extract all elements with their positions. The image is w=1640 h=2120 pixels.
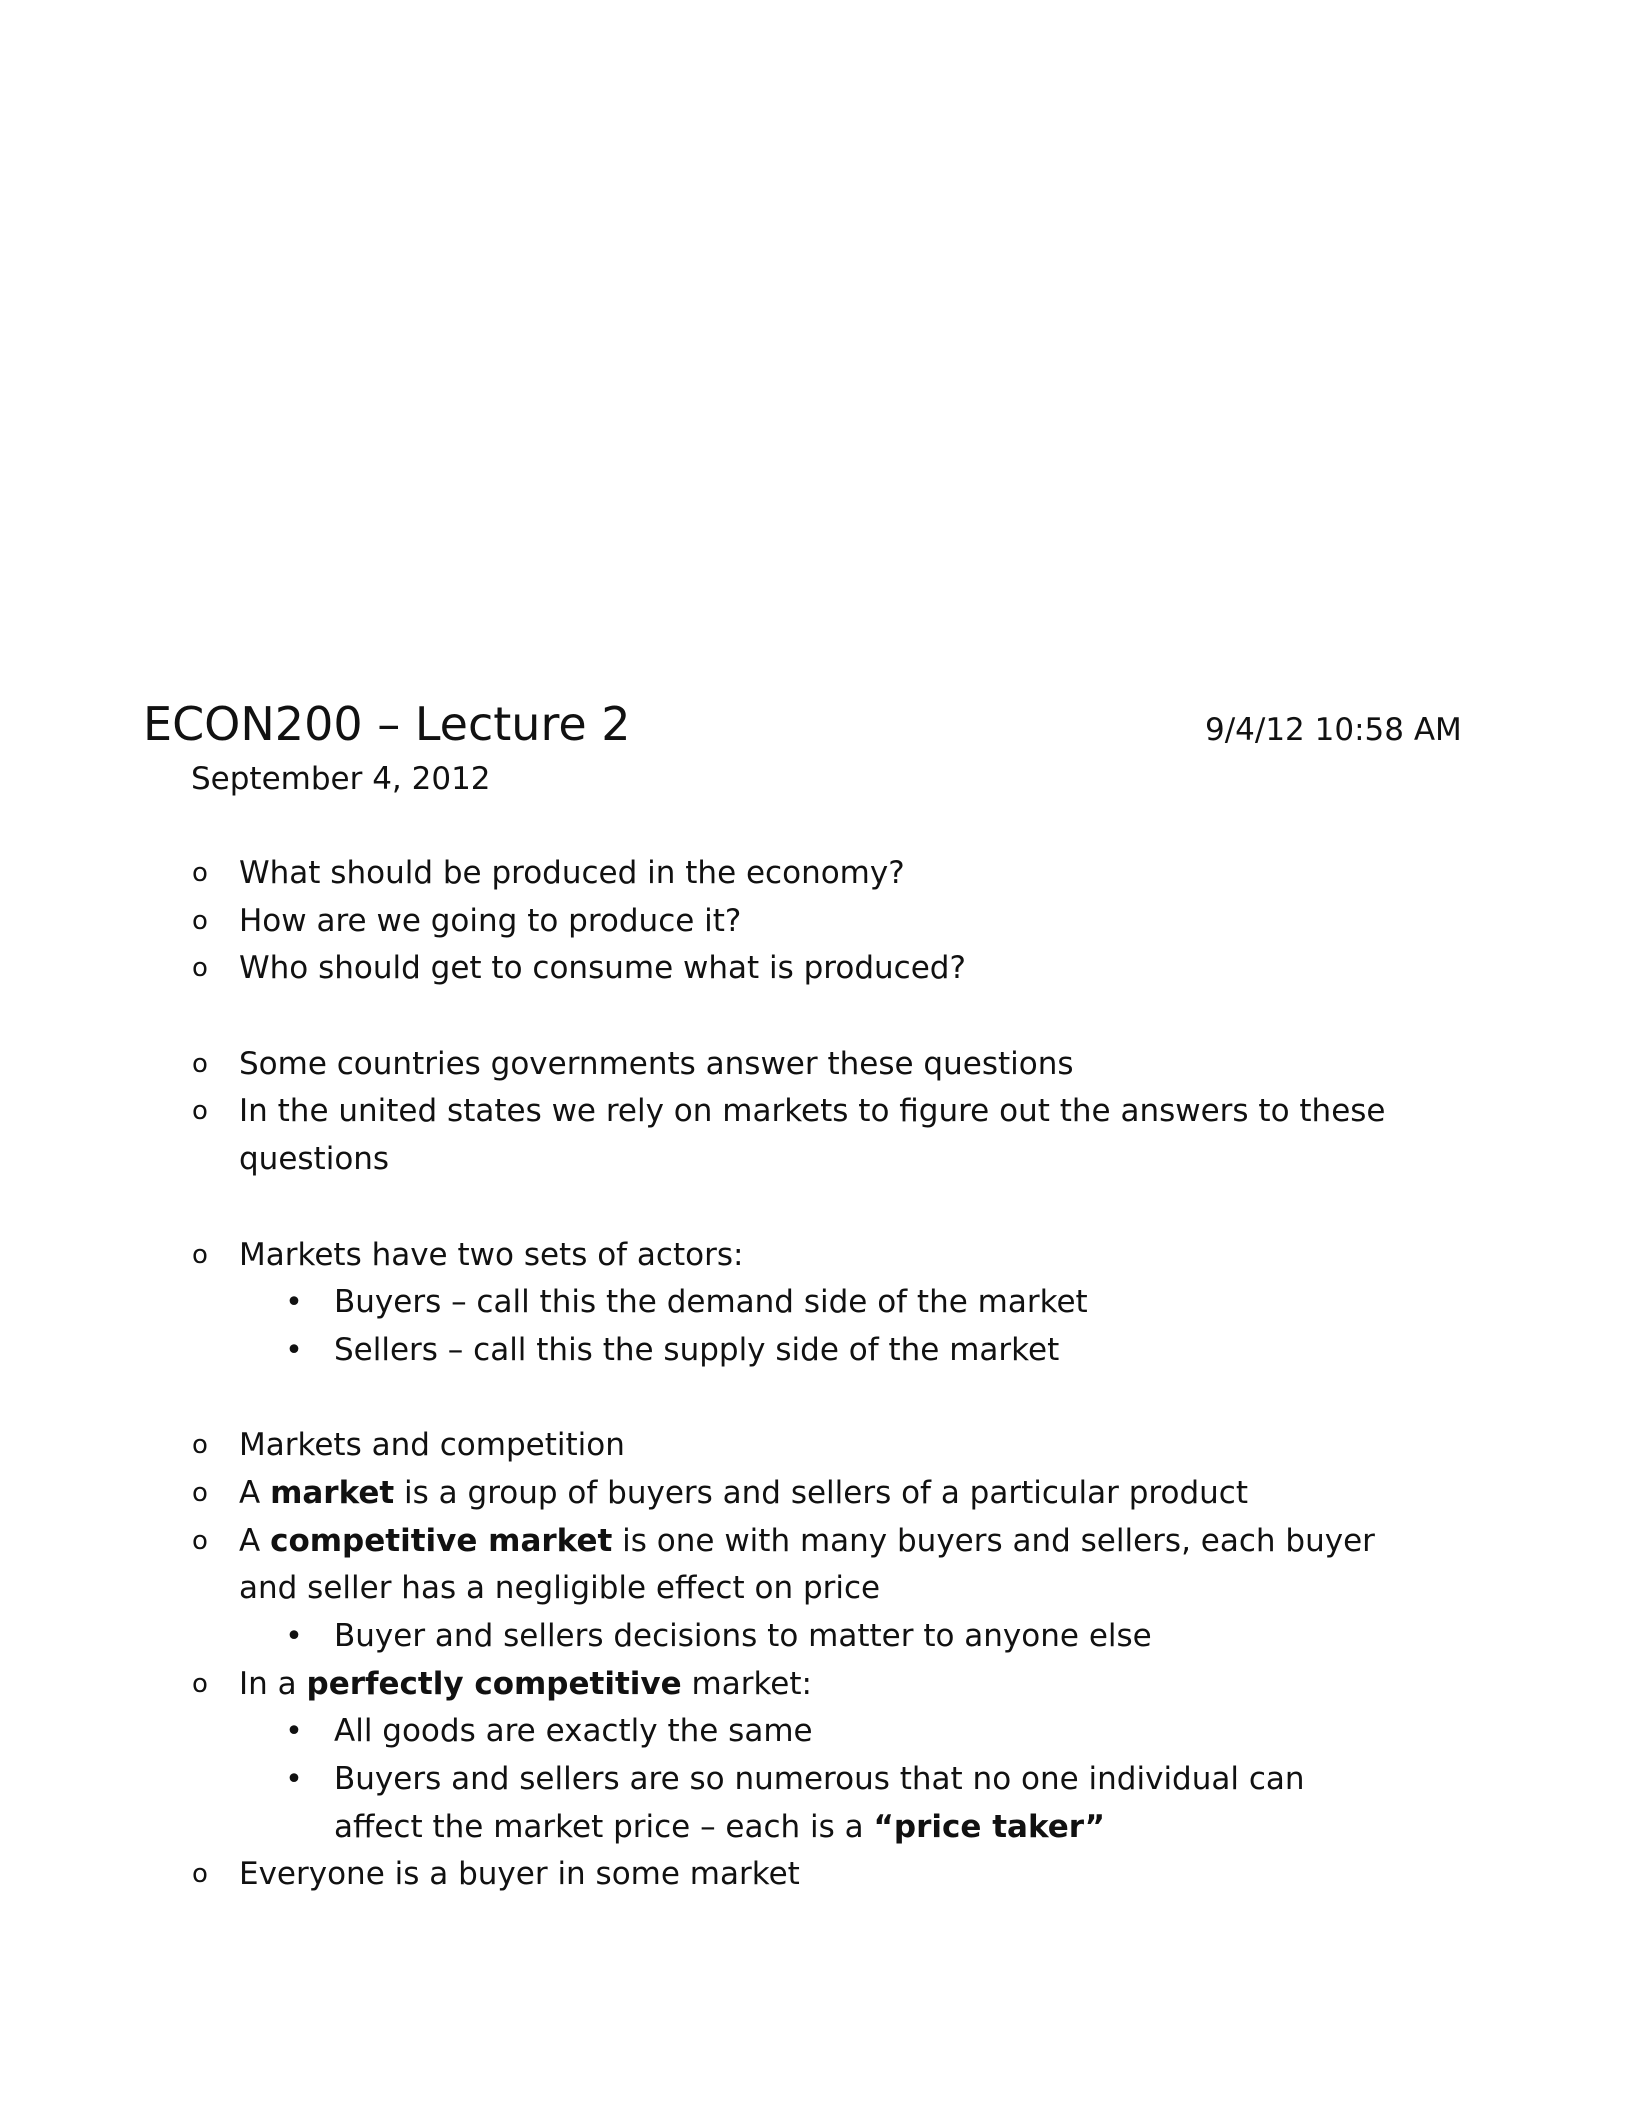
circle-bullet-icon: o	[192, 1239, 208, 1270]
dot-bullet-icon: •	[285, 1714, 303, 1750]
sub-list-item-text: Sellers – call this the supply side of the market	[334, 1331, 1060, 1368]
list-item-continuation	[0, 1565, 1640, 1613]
dot-bullet-icon: •	[285, 1285, 303, 1321]
list-item	[0, 945, 1640, 993]
list-item	[0, 1422, 1640, 1470]
circle-bullet-icon: o	[192, 1096, 208, 1127]
circle-bullet-icon: o	[192, 1859, 208, 1890]
list-item	[0, 1470, 1640, 1518]
circle-bullet-icon: o	[192, 1430, 208, 1461]
circle-bullet-icon: o	[192, 1048, 208, 1079]
list-item-text: How are we going to produce it?	[239, 902, 742, 939]
list-item-text: A competitive market is one with many buyers and sellers, each buyer	[239, 1522, 1375, 1559]
dot-bullet-icon: •	[285, 1332, 303, 1368]
sub-list-item-text: affect the market price – each is a “price taker”	[334, 1808, 1105, 1845]
sub-list-item-text: Buyers and sellers are so numerous that no one individual can	[334, 1761, 1305, 1798]
term-price-taker: “price taker”	[873, 1808, 1105, 1845]
sub-list-item-text: Buyer and sellers decisions to matter to anyone else	[334, 1618, 1152, 1654]
sub-list-item	[0, 1613, 1640, 1661]
circle-bullet-icon: o	[192, 1525, 208, 1556]
sub-list-item-text: Buyers – call this the demand side of the market	[334, 1284, 1088, 1321]
lecture-date: September 4, 2012	[191, 761, 491, 797]
list-item-text: and seller has a negligible effect on price	[239, 1570, 881, 1607]
circle-bullet-icon: o	[192, 905, 208, 936]
term-perfectly-competitive: perfectly competitive	[306, 1665, 682, 1702]
list-item-text: Markets have two sets of actors:	[239, 1236, 744, 1273]
list-item	[0, 1041, 1640, 1089]
list-item-text: In a perfectly competitive market:	[239, 1665, 812, 1702]
list-item-text: What should be produced in the economy?	[239, 855, 905, 891]
list-item-text: Markets and competition	[239, 1427, 625, 1464]
list-item	[0, 1661, 1640, 1709]
list-item	[0, 898, 1640, 946]
list-item-text: Who should get to consume what is produced?	[239, 950, 966, 987]
page-title: ECON200 – Lecture 2	[143, 697, 631, 751]
circle-bullet-icon: o	[192, 1477, 208, 1508]
list-item	[0, 1088, 1640, 1136]
list-item	[0, 850, 1640, 898]
list-item-text: Some countries governments answer these questions	[239, 1045, 1074, 1082]
list-item-text: Everyone is a buyer in some market	[239, 1856, 800, 1893]
list-item	[0, 1232, 1640, 1280]
circle-bullet-icon: o	[192, 858, 208, 888]
notes-list	[0, 850, 1640, 1899]
dot-bullet-icon: •	[285, 1619, 303, 1654]
term-competitive-market: competitive market	[270, 1522, 613, 1559]
list-item-text: A market is a group of buyers and sellers of a particular product	[239, 1474, 1248, 1511]
list-item-continuation	[0, 1136, 1640, 1184]
sub-list-item	[0, 1756, 1640, 1804]
sub-list-item-continuation	[0, 1804, 1640, 1852]
circle-bullet-icon: o	[192, 953, 208, 984]
sub-list-item-text: All goods are exactly the same	[334, 1713, 813, 1750]
timestamp: 9/4/12 10:58 AM	[1205, 712, 1462, 748]
list-item-text: questions	[239, 1141, 390, 1178]
sub-list-item	[0, 1708, 1640, 1756]
sub-list-item	[0, 1279, 1640, 1327]
list-item	[0, 1851, 1640, 1899]
term-market: market	[270, 1474, 395, 1511]
circle-bullet-icon: o	[192, 1668, 208, 1699]
list-item	[0, 1518, 1640, 1566]
dot-bullet-icon: •	[285, 1762, 303, 1798]
sub-list-item	[0, 1327, 1640, 1375]
list-item-text: In the united states we rely on markets to figure out the answers to these	[239, 1093, 1386, 1130]
